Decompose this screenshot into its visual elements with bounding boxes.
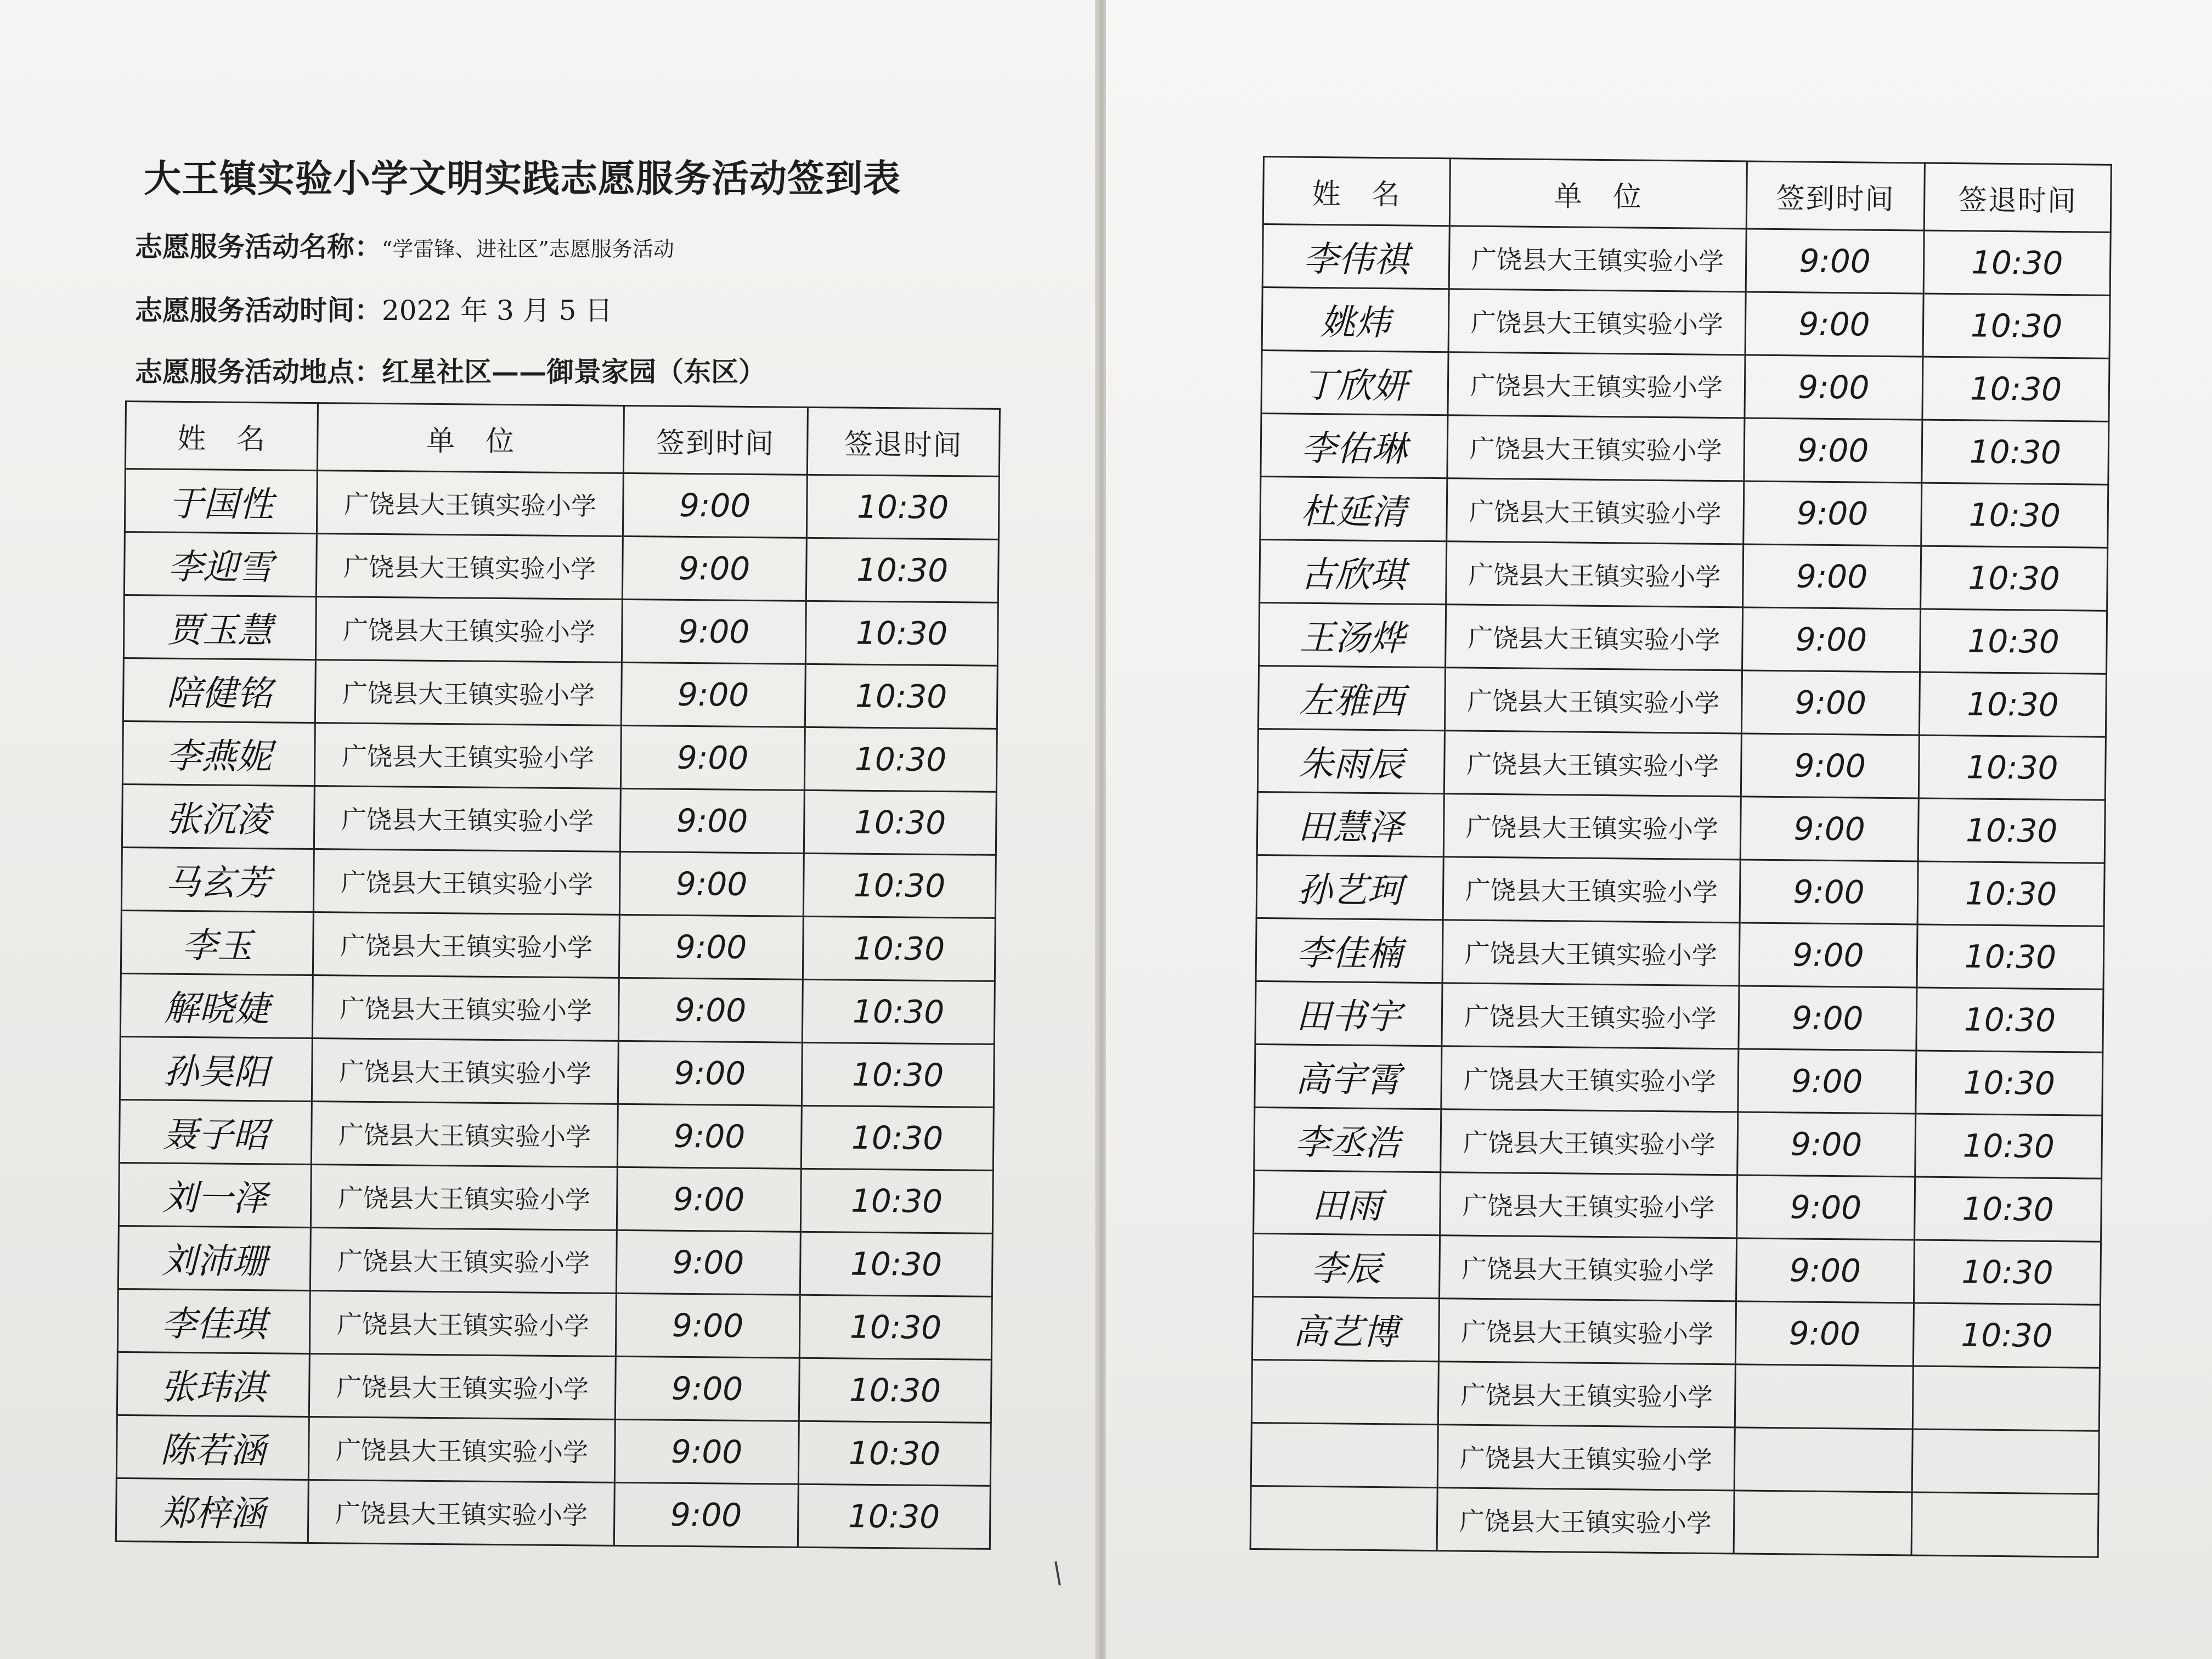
table-header-row (1263, 157, 2111, 233)
sign-in-cell: 9:00 (1739, 986, 1917, 1051)
signature-cell: 李佳琪 (117, 1289, 310, 1353)
sign-out-cell: 10:30 (798, 1484, 990, 1549)
sign-in-cell (1734, 1427, 1913, 1492)
signature-cell: 左雅西 (1258, 665, 1445, 730)
signature-cell: 于国性 (125, 469, 317, 534)
sign-out-cell: 10:30 (1916, 1051, 2103, 1115)
signature-cell: 张玮淇 (117, 1352, 309, 1417)
table-row (1260, 476, 2108, 548)
sign-out-cell: 10:30 (1915, 1177, 2102, 1242)
unit-cell: 广饶县大王镇实验小学 (311, 1165, 618, 1231)
sign-out-cell: 10:30 (799, 1295, 992, 1359)
sign-out-cell: 10:30 (806, 475, 999, 539)
signature-cell: 朱雨辰 (1257, 729, 1444, 793)
left-sign-in-table (115, 400, 1001, 1550)
signature-cell (1251, 1359, 1438, 1424)
signature-cell: 李丞浩 (1254, 1107, 1441, 1172)
activity-time-label: 志愿服务活动时间： (135, 294, 382, 326)
table-row (1262, 224, 2111, 296)
signature-cell: 李辰 (1253, 1233, 1440, 1298)
signature-cell: 郑梓涵 (116, 1478, 308, 1543)
signature-cell: 陈若涵 (116, 1415, 309, 1480)
unit-cell: 广饶县大王镇实验小学 (1443, 794, 1741, 860)
right-page (1106, 0, 2212, 1659)
sign-in-cell: 9:00 (1741, 733, 1920, 798)
sign-out-cell: 10:30 (1918, 735, 2106, 800)
sign-out-cell: 10:30 (1919, 672, 2106, 737)
signature-cell: 聂子昭 (119, 1099, 312, 1164)
signature-cell: 田雨 (1254, 1170, 1441, 1235)
table-row (121, 910, 995, 981)
sign-out-cell: 10:30 (1916, 988, 2103, 1052)
sign-in-cell: 9:00 (614, 1419, 799, 1484)
unit-cell: 广饶县大王镇实验小学 (1445, 605, 1742, 670)
table-row (116, 1415, 991, 1486)
signature-cell: 陪健铭 (123, 658, 315, 723)
sign-out-cell: 10:30 (805, 601, 998, 665)
activity-place-line (135, 350, 958, 390)
sign-out-cell: 10:30 (1917, 924, 2104, 989)
unit-cell: 广饶县大王镇实验小学 (1437, 1425, 1735, 1491)
unit-cell: 广饶县大王镇实验小学 (317, 534, 623, 600)
signature-cell: 李佑琳 (1261, 413, 1448, 478)
table-row (1252, 1296, 2100, 1368)
unit-cell: 广饶县大王镇实验小学 (314, 786, 621, 852)
signature-cell: 高艺博 (1252, 1296, 1439, 1361)
signature-cell: 刘沛珊 (118, 1226, 311, 1290)
sign-out-cell: 10:30 (1915, 1114, 2102, 1178)
sign-in-cell: 9:00 (618, 978, 803, 1042)
table-row (120, 1036, 994, 1107)
header-unit: 单 位 (318, 403, 624, 473)
unit-cell: 广饶县大王镇实验小学 (1444, 668, 1742, 733)
sign-in-cell: 9:00 (1736, 1175, 1915, 1240)
sign-in-cell: 9:00 (1739, 923, 1918, 988)
sign-in-cell: 9:00 (615, 1356, 799, 1421)
unit-cell: 广饶县大王镇实验小学 (312, 1102, 618, 1167)
sign-in-cell: 9:00 (1743, 481, 1922, 546)
sign-out-cell (1912, 1366, 2100, 1431)
table-row (117, 1352, 991, 1423)
sign-in-cell (1734, 1491, 1912, 1555)
sign-out-cell: 10:30 (1918, 798, 2105, 863)
activity-name-value: “学雷锋、进社区”志愿服务活动 (382, 237, 674, 261)
table-row (117, 1289, 992, 1359)
activity-place-label: 志愿服务活动地点： (135, 356, 382, 388)
sign-in-cell: 9:00 (1745, 292, 1924, 357)
unit-cell: 广饶县大王镇实验小学 (1439, 1235, 1736, 1301)
sign-in-cell: 9:00 (1743, 418, 1922, 483)
signature-cell: 张沉淩 (122, 784, 314, 849)
activity-time-line (135, 289, 958, 328)
table-row (1254, 1107, 2102, 1178)
signature-cell: 丁欣妍 (1261, 350, 1448, 415)
sign-in-cell: 9:00 (619, 851, 804, 916)
unit-cell: 广饶县大王镇实验小学 (1438, 1362, 1735, 1427)
left-page (0, 0, 1097, 1659)
table-header-row (125, 402, 1000, 477)
unit-cell: 广饶县大王镇实验小学 (1442, 983, 1739, 1049)
unit-cell: 广饶县大王镇实验小学 (314, 849, 620, 915)
unit-cell: 广饶县大王镇实验小学 (309, 1354, 616, 1420)
table-row (119, 1099, 994, 1170)
table-row (116, 1478, 990, 1549)
unit-cell: 广饶县大王镇实验小学 (310, 1291, 617, 1357)
signature-cell (1251, 1423, 1438, 1487)
sign-in-cell: 9:00 (1737, 1112, 1916, 1177)
signature-cell: 田书宇 (1255, 981, 1442, 1046)
unit-cell: 广饶县大王镇实验小学 (1444, 731, 1741, 797)
sign-out-cell: 10:30 (806, 538, 998, 602)
table-row (1254, 1170, 2102, 1242)
unit-cell: 广饶县大王镇实验小学 (1446, 541, 1743, 607)
sign-in-cell: 9:00 (1735, 1301, 1914, 1366)
unit-cell: 广饶县大王镇实验小学 (313, 975, 619, 1041)
unit-cell: 广饶县大王镇实验小学 (1437, 1488, 1734, 1554)
sign-in-cell: 9:00 (1737, 1049, 1916, 1114)
table-row (119, 1163, 993, 1233)
sign-out-cell: 10:30 (805, 664, 997, 729)
sign-out-cell: 10:30 (1921, 546, 2108, 611)
unit-cell: 广饶县大王镇实验小学 (1443, 857, 1740, 923)
table-row (1260, 539, 2108, 611)
table-row (125, 469, 999, 540)
table-row (1250, 1486, 2098, 1557)
sign-out-cell: 10:30 (801, 1105, 994, 1170)
table-row (1256, 855, 2104, 926)
sign-out-cell: 10:30 (800, 1169, 993, 1233)
sign-out-cell: 10:30 (799, 1358, 991, 1423)
activity-name-label: 志愿服务活动名称： (135, 230, 382, 263)
unit-cell: 广饶县大王镇实验小学 (316, 597, 623, 663)
sign-in-cell: 9:00 (1742, 544, 1921, 609)
sign-in-cell: 9:00 (1741, 670, 1920, 735)
signature-cell: 田慧泽 (1257, 792, 1444, 856)
unit-cell: 广饶县大王镇实验小学 (311, 1228, 617, 1294)
signature-cell: 李玉 (121, 910, 313, 975)
sign-out-cell: 10:30 (1921, 483, 2108, 548)
unit-cell: 广饶县大王镇实验小学 (1441, 1109, 1738, 1175)
sign-in-cell: 9:00 (1740, 797, 1919, 861)
table-row (120, 973, 995, 1044)
left-table-body (116, 469, 999, 1549)
signature-cell: 解晓婕 (120, 973, 313, 1038)
unit-cell: 广饶县大王镇实验小学 (1441, 1046, 1739, 1112)
right-sign-in-table (1250, 156, 2112, 1558)
unit-cell: 广饶县大王镇实验小学 (315, 723, 622, 789)
table-row (1251, 1359, 2100, 1431)
sign-in-cell: 9:00 (614, 1482, 798, 1547)
unit-cell: 广饶县大王镇实验小学 (315, 660, 622, 726)
header-unit: 单 位 (1449, 159, 1747, 229)
signature-cell: 姚炜 (1262, 287, 1449, 352)
sign-out-cell: 10:30 (1922, 420, 2109, 484)
signature-cell: 古欣琪 (1260, 539, 1447, 604)
sign-out-cell: 10:30 (800, 1232, 992, 1296)
table-row (121, 847, 996, 918)
unit-cell: 广饶县大王镇实验小学 (1448, 289, 1746, 355)
sign-out-cell: 10:30 (1913, 1303, 2100, 1368)
sign-in-cell: 9:00 (622, 536, 806, 601)
sign-in-cell: 9:00 (616, 1230, 800, 1295)
sign-in-cell (1735, 1364, 1914, 1429)
sign-in-cell: 9:00 (619, 915, 803, 979)
unit-cell: 广饶县大王镇实验小学 (313, 912, 620, 978)
header-name: 姓 名 (1263, 157, 1450, 226)
unit-cell: 广饶县大王镇实验小学 (1440, 1172, 1737, 1238)
signature-cell: 李伟祺 (1262, 224, 1449, 289)
sign-out-cell: 10:30 (1923, 230, 2111, 295)
sign-in-cell: 9:00 (620, 725, 805, 790)
unit-cell: 广饶县大王镇实验小学 (309, 1417, 616, 1483)
table-row (1256, 918, 2104, 989)
signature-cell: 马玄芳 (121, 847, 314, 912)
form-title: 大王镇实验小学文明实践志愿服务活动签到表 (144, 157, 901, 201)
table-row (118, 1226, 992, 1296)
sign-in-cell: 9:00 (620, 788, 804, 853)
unit-cell: 广饶县大王镇实验小学 (312, 1039, 619, 1104)
sign-in-cell: 9:00 (618, 1041, 802, 1105)
sign-out-cell: 10:30 (804, 790, 996, 855)
sign-out-cell: 10:30 (798, 1421, 991, 1486)
unit-cell: 广饶县大王镇实验小学 (317, 471, 624, 537)
signature-cell: 孙昊阳 (120, 1036, 312, 1101)
sign-in-cell: 9:00 (616, 1293, 800, 1358)
table-row (1258, 665, 2106, 737)
table-row (124, 532, 998, 603)
signature-cell: 王汤烨 (1259, 602, 1446, 667)
sign-in-cell: 9:00 (617, 1167, 801, 1232)
table-row (1251, 1423, 2099, 1494)
header-name: 姓 名 (125, 402, 318, 471)
sign-out-cell: 10:30 (803, 853, 996, 918)
signature-cell (1250, 1486, 1437, 1550)
sign-out-cell: 10:30 (804, 727, 997, 792)
table-row (122, 721, 997, 792)
sign-out-cell: 10:30 (803, 916, 995, 981)
table-row (1262, 287, 2110, 359)
table-row (1261, 413, 2109, 484)
signature-cell: 孙艺珂 (1256, 855, 1443, 919)
sign-out-cell: 10:30 (1923, 294, 2110, 358)
header-sign-in: 签到时间 (1746, 161, 1925, 230)
sign-out-cell: 10:30 (1920, 609, 2107, 674)
signature-cell: 高宇霄 (1255, 1044, 1442, 1109)
unit-cell: 广饶县大王镇实验小学 (1447, 478, 1744, 544)
sign-in-cell: 9:00 (621, 662, 805, 727)
signature-cell: 杜延清 (1260, 476, 1447, 541)
right-table-body (1250, 224, 2111, 1558)
signature-cell: 刘一泽 (119, 1163, 311, 1227)
unit-cell: 广饶县大王镇实验小学 (1447, 415, 1745, 481)
unit-cell: 广饶县大王镇实验小学 (1438, 1299, 1736, 1364)
sign-in-cell: 9:00 (1736, 1238, 1915, 1303)
sign-out-cell: 10:30 (1922, 357, 2109, 421)
sign-out-cell: 10:30 (802, 1042, 994, 1107)
table-row (123, 658, 997, 729)
sign-in-cell: 9:00 (1746, 229, 1925, 294)
table-row (1261, 350, 2109, 421)
activity-time-value: 2022 年 3 月 5 日 (382, 295, 613, 326)
sign-in-cell: 9:00 (1745, 355, 1923, 420)
unit-cell: 广饶县大王镇实验小学 (1442, 920, 1740, 986)
signature-cell: 贾玉慧 (123, 595, 316, 659)
header-sign-out: 签退时间 (1924, 163, 2111, 232)
sign-out-cell: 10:30 (802, 979, 995, 1044)
sign-in-cell: 9:00 (1742, 607, 1921, 672)
unit-cell: 广饶县大王镇实验小学 (1449, 226, 1746, 292)
sign-out-cell (1912, 1429, 2099, 1494)
sign-out-cell: 10:30 (1914, 1240, 2101, 1305)
sign-in-cell: 9:00 (623, 473, 807, 538)
header-sign-out: 签退时间 (807, 407, 1000, 476)
table-row (1253, 1233, 2101, 1305)
signature-cell: 李燕妮 (122, 721, 315, 786)
sign-out-cell: 10:30 (1917, 861, 2104, 926)
table-row (1255, 1044, 2103, 1115)
sign-in-cell: 9:00 (622, 599, 806, 664)
signature-cell: 李佳楠 (1256, 918, 1443, 983)
table-row (122, 784, 996, 855)
header-sign-in: 签到时间 (623, 405, 808, 475)
unit-cell: 广饶县大王镇实验小学 (1448, 352, 1745, 418)
table-row (1259, 602, 2107, 674)
sign-in-cell: 9:00 (1740, 860, 1918, 924)
signature-cell: 李迎雪 (124, 532, 317, 597)
table-row (1255, 981, 2103, 1052)
table-row (1257, 792, 2105, 863)
table-row (123, 595, 998, 665)
table-row (1257, 729, 2106, 800)
sign-in-cell: 9:00 (617, 1104, 802, 1169)
activity-place-value: 红星社区——御景家园（东区） (382, 356, 766, 388)
activity-name-line (135, 225, 958, 264)
sign-out-cell (1911, 1492, 2098, 1557)
unit-cell: 广饶县大王镇实验小学 (308, 1480, 615, 1545)
